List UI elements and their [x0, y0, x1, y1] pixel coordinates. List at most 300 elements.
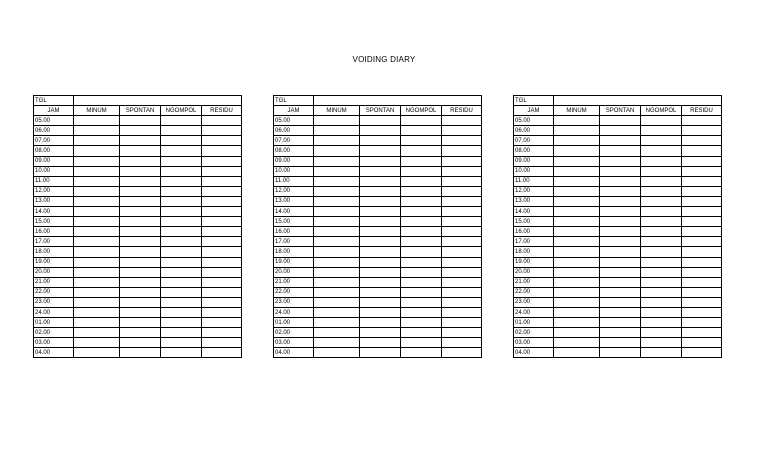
entry-cell-ngompol[interactable]	[401, 247, 442, 257]
entry-cell-ngompol[interactable]	[401, 196, 442, 206]
entry-cell-spontan[interactable]	[120, 116, 161, 126]
entry-cell-minum[interactable]	[314, 277, 360, 287]
entry-cell-minum[interactable]	[554, 156, 600, 166]
entry-cell-minum[interactable]	[314, 116, 360, 126]
entry-cell-spontan[interactable]	[600, 126, 641, 136]
entry-cell-spontan[interactable]	[120, 196, 161, 206]
entry-cell-residu[interactable]	[682, 196, 722, 206]
entry-cell-spontan[interactable]	[120, 166, 161, 176]
entry-cell-spontan[interactable]	[360, 196, 401, 206]
entry-cell-spontan[interactable]	[600, 267, 641, 277]
entry-cell-residu[interactable]	[442, 277, 482, 287]
entry-cell-minum[interactable]	[314, 267, 360, 277]
entry-cell-spontan[interactable]	[360, 287, 401, 297]
entry-cell-residu[interactable]	[202, 156, 242, 166]
entry-cell-minum[interactable]	[74, 116, 120, 126]
entry-cell-residu[interactable]	[442, 247, 482, 257]
entry-cell-minum[interactable]	[314, 166, 360, 176]
entry-cell-ngompol[interactable]	[401, 348, 442, 358]
entry-cell-spontan[interactable]	[120, 227, 161, 237]
entry-cell-ngompol[interactable]	[161, 277, 202, 287]
entry-cell-minum[interactable]	[554, 338, 600, 348]
entry-cell-spontan[interactable]	[600, 318, 641, 328]
entry-cell-minum[interactable]	[314, 287, 360, 297]
entry-cell-spontan[interactable]	[360, 338, 401, 348]
entry-cell-minum[interactable]	[314, 257, 360, 267]
entry-cell-residu[interactable]	[202, 217, 242, 227]
entry-cell-ngompol[interactable]	[161, 186, 202, 196]
entry-cell-residu[interactable]	[682, 277, 722, 287]
entry-cell-ngompol[interactable]	[641, 247, 682, 257]
entry-cell-residu[interactable]	[442, 307, 482, 317]
entry-cell-ngompol[interactable]	[401, 186, 442, 196]
entry-cell-residu[interactable]	[202, 146, 242, 156]
entry-cell-ngompol[interactable]	[641, 186, 682, 196]
entry-cell-residu[interactable]	[442, 287, 482, 297]
tgl-value-cell[interactable]	[314, 96, 482, 106]
hour-cell: 08.00	[34, 146, 74, 156]
entry-cell-residu[interactable]	[682, 116, 722, 126]
entry-cell-residu[interactable]	[442, 176, 482, 186]
entry-cell-spontan[interactable]	[360, 318, 401, 328]
entry-cell-ngompol[interactable]	[161, 247, 202, 257]
entry-cell-minum[interactable]	[74, 247, 120, 257]
entry-cell-minum[interactable]	[74, 267, 120, 277]
entry-cell-spontan[interactable]	[120, 328, 161, 338]
entry-cell-ngompol[interactable]	[401, 307, 442, 317]
entry-cell-ngompol[interactable]	[161, 196, 202, 206]
entry-cell-ngompol[interactable]	[641, 318, 682, 328]
entry-cell-residu[interactable]	[682, 156, 722, 166]
entry-cell-ngompol[interactable]	[161, 207, 202, 217]
entry-cell-spontan[interactable]	[360, 277, 401, 287]
entry-cell-ngompol[interactable]	[161, 338, 202, 348]
entry-cell-ngompol[interactable]	[401, 136, 442, 146]
entry-cell-minum[interactable]	[554, 247, 600, 257]
entry-cell-spontan[interactable]	[360, 348, 401, 358]
entry-cell-residu[interactable]	[682, 217, 722, 227]
entry-cell-ngompol[interactable]	[401, 318, 442, 328]
entry-cell-minum[interactable]	[74, 257, 120, 267]
entry-cell-residu[interactable]	[442, 338, 482, 348]
entry-cell-ngompol[interactable]	[401, 297, 442, 307]
entry-cell-spontan[interactable]	[120, 257, 161, 267]
entry-cell-residu[interactable]	[682, 267, 722, 277]
entry-cell-minum[interactable]	[314, 156, 360, 166]
entry-cell-residu[interactable]	[682, 146, 722, 156]
entry-cell-ngompol[interactable]	[161, 227, 202, 237]
entry-cell-ngompol[interactable]	[161, 217, 202, 227]
entry-cell-spontan[interactable]	[360, 126, 401, 136]
entry-cell-residu[interactable]	[682, 176, 722, 186]
entry-cell-ngompol[interactable]	[401, 277, 442, 287]
entry-cell-minum[interactable]	[74, 287, 120, 297]
table-row	[274, 166, 482, 176]
entry-cell-ngompol[interactable]	[401, 257, 442, 267]
entry-cell-minum[interactable]	[554, 328, 600, 338]
entry-cell-spontan[interactable]	[120, 186, 161, 196]
entry-cell-spontan[interactable]	[360, 297, 401, 307]
entry-cell-residu[interactable]	[682, 338, 722, 348]
entry-cell-ngompol[interactable]	[641, 196, 682, 206]
entry-cell-spontan[interactable]	[360, 217, 401, 227]
entry-cell-spontan[interactable]	[120, 267, 161, 277]
entry-cell-residu[interactable]	[682, 186, 722, 196]
entry-cell-minum[interactable]	[74, 196, 120, 206]
entry-cell-residu[interactable]	[442, 267, 482, 277]
entry-cell-minum[interactable]	[74, 277, 120, 287]
entry-cell-ngompol[interactable]	[161, 176, 202, 186]
entry-cell-spontan[interactable]	[600, 348, 641, 358]
entry-cell-spontan[interactable]	[600, 257, 641, 267]
entry-cell-residu[interactable]	[202, 196, 242, 206]
table-row	[274, 297, 482, 307]
entry-cell-spontan[interactable]	[600, 287, 641, 297]
entry-cell-ngompol[interactable]	[641, 146, 682, 156]
entry-cell-minum[interactable]	[74, 166, 120, 176]
entry-cell-residu[interactable]	[682, 297, 722, 307]
entry-cell-spontan[interactable]	[600, 237, 641, 247]
entry-cell-spontan[interactable]	[600, 176, 641, 186]
entry-cell-residu[interactable]	[442, 237, 482, 247]
entry-cell-ngompol[interactable]	[401, 237, 442, 247]
entry-cell-spontan[interactable]	[360, 267, 401, 277]
entry-cell-residu[interactable]	[202, 237, 242, 247]
entry-cell-residu[interactable]	[202, 328, 242, 338]
entry-cell-minum[interactable]	[74, 207, 120, 217]
hour-cell: 09.00	[274, 156, 314, 166]
entry-cell-residu[interactable]	[442, 186, 482, 196]
entry-cell-minum[interactable]	[554, 116, 600, 126]
entry-cell-residu[interactable]	[202, 247, 242, 257]
entry-cell-spontan[interactable]	[120, 126, 161, 136]
entry-cell-spontan[interactable]	[360, 207, 401, 217]
entry-cell-minum[interactable]	[554, 348, 600, 358]
entry-cell-minum[interactable]	[74, 126, 120, 136]
entry-cell-spontan[interactable]	[360, 257, 401, 267]
entry-cell-minum[interactable]	[314, 186, 360, 196]
entry-cell-spontan[interactable]	[600, 307, 641, 317]
entry-cell-minum[interactable]	[74, 318, 120, 328]
column-header-minum: MINUM	[554, 106, 600, 116]
entry-cell-ngompol[interactable]	[641, 217, 682, 227]
entry-cell-residu[interactable]	[202, 176, 242, 186]
entry-cell-ngompol[interactable]	[161, 237, 202, 247]
entry-cell-residu[interactable]	[682, 287, 722, 297]
entry-cell-ngompol[interactable]	[161, 348, 202, 358]
entry-cell-minum[interactable]	[314, 338, 360, 348]
entry-cell-ngompol[interactable]	[641, 227, 682, 237]
entry-cell-spontan[interactable]	[120, 237, 161, 247]
entry-cell-residu[interactable]	[442, 227, 482, 237]
entry-cell-minum[interactable]	[74, 297, 120, 307]
entry-cell-spontan[interactable]	[360, 186, 401, 196]
entry-cell-residu[interactable]	[442, 328, 482, 338]
entry-cell-minum[interactable]	[314, 237, 360, 247]
entry-cell-ngompol[interactable]	[641, 338, 682, 348]
entry-cell-ngompol[interactable]	[161, 156, 202, 166]
entry-cell-ngompol[interactable]	[161, 136, 202, 146]
entry-cell-ngompol[interactable]	[161, 257, 202, 267]
entry-cell-ngompol[interactable]	[641, 307, 682, 317]
entry-cell-spontan[interactable]	[360, 156, 401, 166]
entry-cell-ngompol[interactable]	[641, 348, 682, 358]
entry-cell-residu[interactable]	[202, 116, 242, 126]
entry-cell-minum[interactable]	[314, 176, 360, 186]
entry-cell-ngompol[interactable]	[641, 257, 682, 267]
entry-cell-residu[interactable]	[202, 297, 242, 307]
entry-cell-ngompol[interactable]	[161, 307, 202, 317]
entry-cell-residu[interactable]	[442, 116, 482, 126]
entry-cell-residu[interactable]	[682, 227, 722, 237]
entry-cell-minum[interactable]	[314, 207, 360, 217]
entry-cell-minum[interactable]	[74, 328, 120, 338]
entry-cell-ngompol[interactable]	[401, 146, 442, 156]
entry-cell-residu[interactable]	[202, 257, 242, 267]
entry-cell-minum[interactable]	[314, 217, 360, 227]
entry-cell-ngompol[interactable]	[641, 136, 682, 146]
entry-cell-spontan[interactable]	[360, 247, 401, 257]
entry-cell-spontan[interactable]	[360, 116, 401, 126]
entry-cell-ngompol[interactable]	[641, 126, 682, 136]
entry-cell-residu[interactable]	[442, 318, 482, 328]
entry-cell-residu[interactable]	[682, 348, 722, 358]
entry-cell-minum[interactable]	[314, 348, 360, 358]
entry-cell-spontan[interactable]	[600, 227, 641, 237]
entry-cell-ngompol[interactable]	[641, 116, 682, 126]
entry-cell-spontan[interactable]	[600, 217, 641, 227]
entry-cell-residu[interactable]	[442, 257, 482, 267]
entry-cell-ngompol[interactable]	[161, 267, 202, 277]
entry-cell-residu[interactable]	[682, 318, 722, 328]
entry-cell-spontan[interactable]	[120, 247, 161, 257]
entry-cell-spontan[interactable]	[120, 156, 161, 166]
entry-cell-minum[interactable]	[314, 328, 360, 338]
entry-cell-spontan[interactable]	[120, 146, 161, 156]
entry-cell-ngompol[interactable]	[401, 328, 442, 338]
entry-cell-ngompol[interactable]	[401, 156, 442, 166]
entry-cell-ngompol[interactable]	[401, 126, 442, 136]
entry-cell-spontan[interactable]	[120, 217, 161, 227]
entry-cell-spontan[interactable]	[600, 166, 641, 176]
table-row	[274, 267, 482, 277]
entry-cell-residu[interactable]	[682, 237, 722, 247]
entry-cell-minum[interactable]	[554, 207, 600, 217]
entry-cell-ngompol[interactable]	[161, 328, 202, 338]
entry-cell-residu[interactable]	[202, 277, 242, 287]
entry-cell-minum[interactable]	[314, 247, 360, 257]
entry-cell-ngompol[interactable]	[161, 166, 202, 176]
entry-cell-minum[interactable]	[554, 176, 600, 186]
entry-cell-spontan[interactable]	[120, 277, 161, 287]
entry-cell-residu[interactable]	[682, 307, 722, 317]
entry-cell-ngompol[interactable]	[161, 318, 202, 328]
hour-cell: 23.00	[514, 297, 554, 307]
entry-cell-spontan[interactable]	[600, 297, 641, 307]
entry-cell-spontan[interactable]	[360, 166, 401, 176]
entry-cell-ngompol[interactable]	[641, 156, 682, 166]
entry-cell-ngompol[interactable]	[401, 116, 442, 126]
entry-cell-residu[interactable]	[202, 348, 242, 358]
entry-cell-spontan[interactable]	[360, 307, 401, 317]
entry-cell-ngompol[interactable]	[641, 267, 682, 277]
entry-cell-ngompol[interactable]	[401, 207, 442, 217]
entry-cell-residu[interactable]	[682, 247, 722, 257]
entry-cell-minum[interactable]	[74, 186, 120, 196]
tgl-label: TGL	[514, 96, 554, 106]
entry-cell-minum[interactable]	[314, 126, 360, 136]
entry-cell-residu[interactable]	[442, 297, 482, 307]
entry-cell-ngompol[interactable]	[641, 237, 682, 247]
entry-cell-spontan[interactable]	[600, 277, 641, 287]
entry-cell-residu[interactable]	[442, 146, 482, 156]
entry-cell-minum[interactable]	[74, 136, 120, 146]
entry-cell-spontan[interactable]	[600, 338, 641, 348]
entry-cell-spontan[interactable]	[600, 136, 641, 146]
entry-cell-spontan[interactable]	[120, 348, 161, 358]
entry-cell-minum[interactable]	[554, 227, 600, 237]
entry-cell-minum[interactable]	[74, 156, 120, 166]
entry-cell-minum[interactable]	[554, 126, 600, 136]
hour-cell: 17.00	[274, 237, 314, 247]
entry-cell-residu[interactable]	[682, 207, 722, 217]
entry-cell-ngompol[interactable]	[161, 116, 202, 126]
entry-cell-residu[interactable]	[682, 136, 722, 146]
entry-cell-minum[interactable]	[554, 186, 600, 196]
entry-cell-minum[interactable]	[314, 196, 360, 206]
entry-cell-spontan[interactable]	[120, 207, 161, 217]
entry-cell-minum[interactable]	[554, 287, 600, 297]
entry-cell-spontan[interactable]	[360, 227, 401, 237]
entry-cell-spontan[interactable]	[360, 176, 401, 186]
entry-cell-minum[interactable]	[74, 307, 120, 317]
entry-cell-residu[interactable]	[202, 207, 242, 217]
entry-cell-minum[interactable]	[554, 237, 600, 247]
entry-cell-spontan[interactable]	[360, 146, 401, 156]
entry-cell-minum[interactable]	[74, 237, 120, 247]
entry-cell-residu[interactable]	[442, 126, 482, 136]
entry-cell-residu[interactable]	[442, 136, 482, 146]
entry-cell-spontan[interactable]	[120, 307, 161, 317]
entry-cell-minum[interactable]	[554, 297, 600, 307]
entry-cell-residu[interactable]	[442, 348, 482, 358]
entry-cell-ngompol[interactable]	[401, 176, 442, 186]
entry-cell-spontan[interactable]	[600, 196, 641, 206]
entry-cell-ngompol[interactable]	[641, 207, 682, 217]
entry-cell-ngompol[interactable]	[401, 217, 442, 227]
entry-cell-residu[interactable]	[202, 136, 242, 146]
entry-cell-minum[interactable]	[554, 257, 600, 267]
entry-cell-residu[interactable]	[682, 166, 722, 176]
entry-cell-spontan[interactable]	[120, 176, 161, 186]
entry-cell-spontan[interactable]	[600, 146, 641, 156]
entry-cell-ngompol[interactable]	[401, 287, 442, 297]
entry-cell-ngompol[interactable]	[641, 277, 682, 287]
entry-cell-residu[interactable]	[442, 217, 482, 227]
entry-cell-spontan[interactable]	[600, 156, 641, 166]
entry-cell-residu[interactable]	[202, 338, 242, 348]
entry-cell-minum[interactable]	[554, 196, 600, 206]
entry-cell-residu[interactable]	[202, 166, 242, 176]
entry-cell-spontan[interactable]	[360, 136, 401, 146]
entry-cell-ngompol[interactable]	[641, 176, 682, 186]
entry-cell-minum[interactable]	[554, 277, 600, 287]
entry-cell-spontan[interactable]	[600, 247, 641, 257]
entry-cell-spontan[interactable]	[120, 136, 161, 146]
entry-cell-residu[interactable]	[202, 307, 242, 317]
entry-cell-minum[interactable]	[314, 227, 360, 237]
entry-cell-minum[interactable]	[554, 307, 600, 317]
entry-cell-ngompol[interactable]	[641, 328, 682, 338]
entry-cell-residu[interactable]	[442, 156, 482, 166]
entry-cell-ngompol[interactable]	[401, 338, 442, 348]
entry-cell-residu[interactable]	[442, 196, 482, 206]
entry-cell-ngompol[interactable]	[401, 166, 442, 176]
entry-cell-residu[interactable]	[442, 166, 482, 176]
entry-cell-spontan[interactable]	[120, 297, 161, 307]
entry-cell-ngompol[interactable]	[161, 146, 202, 156]
entry-cell-residu[interactable]	[202, 267, 242, 277]
entry-cell-spontan[interactable]	[600, 186, 641, 196]
entry-cell-ngompol[interactable]	[161, 287, 202, 297]
entry-cell-minum[interactable]	[74, 338, 120, 348]
entry-cell-minum[interactable]	[74, 176, 120, 186]
tgl-value-cell[interactable]	[554, 96, 722, 106]
entry-cell-residu[interactable]	[202, 186, 242, 196]
entry-cell-minum[interactable]	[554, 166, 600, 176]
entry-cell-minum[interactable]	[74, 227, 120, 237]
tgl-value-cell[interactable]	[74, 96, 242, 106]
entry-cell-minum[interactable]	[314, 307, 360, 317]
entry-cell-minum[interactable]	[74, 146, 120, 156]
entry-cell-spontan[interactable]	[120, 287, 161, 297]
entry-cell-minum[interactable]	[314, 297, 360, 307]
entry-cell-minum[interactable]	[314, 318, 360, 328]
entry-cell-residu[interactable]	[442, 207, 482, 217]
entry-cell-residu[interactable]	[202, 287, 242, 297]
entry-cell-ngompol[interactable]	[401, 267, 442, 277]
entry-cell-spontan[interactable]	[120, 318, 161, 328]
entry-cell-ngompol[interactable]	[641, 287, 682, 297]
entry-cell-residu[interactable]	[202, 227, 242, 237]
entry-cell-ngompol[interactable]	[401, 227, 442, 237]
entry-cell-minum[interactable]	[314, 136, 360, 146]
entry-cell-residu[interactable]	[202, 318, 242, 328]
entry-cell-minum[interactable]	[74, 348, 120, 358]
entry-cell-ngompol[interactable]	[641, 166, 682, 176]
entry-cell-spontan[interactable]	[600, 207, 641, 217]
entry-cell-minum[interactable]	[554, 136, 600, 146]
entry-cell-minum[interactable]	[74, 217, 120, 227]
entry-cell-ngompol[interactable]	[161, 297, 202, 307]
entry-cell-minum[interactable]	[554, 267, 600, 277]
entry-cell-minum[interactable]	[554, 146, 600, 156]
entry-cell-minum[interactable]	[554, 217, 600, 227]
entry-cell-residu[interactable]	[682, 257, 722, 267]
entry-cell-spontan[interactable]	[600, 116, 641, 126]
entry-cell-ngompol[interactable]	[641, 297, 682, 307]
entry-cell-minum[interactable]	[314, 146, 360, 156]
entry-cell-ngompol[interactable]	[161, 126, 202, 136]
entry-cell-residu[interactable]	[682, 126, 722, 136]
entry-cell-spontan[interactable]	[120, 338, 161, 348]
entry-cell-spontan[interactable]	[360, 237, 401, 247]
entry-cell-spontan[interactable]	[600, 328, 641, 338]
entry-cell-residu[interactable]	[202, 126, 242, 136]
entry-cell-residu[interactable]	[682, 328, 722, 338]
entry-cell-spontan[interactable]	[360, 328, 401, 338]
entry-cell-minum[interactable]	[554, 318, 600, 328]
